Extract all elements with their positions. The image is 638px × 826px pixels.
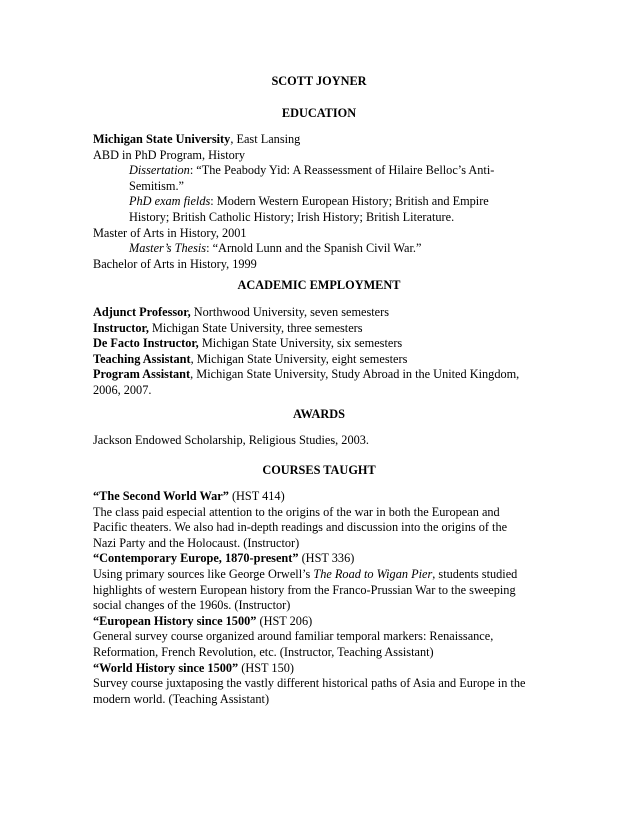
course-desc-line: social changes of the 1960s. (Instructor): [93, 598, 291, 613]
thesis-line: Master’s Thesis: “Arnold Lunn and the Spanish Civil War.”: [129, 241, 422, 256]
education-phd: ABD in PhD Program, History: [93, 147, 246, 162]
course-desc-line: Survey course juxtaposing the vastly different historical paths of Asia and Europe in the: [93, 676, 526, 691]
resume-name: SCOTT JOYNER: [271, 74, 367, 88]
education-school: Michigan State University, East Lansing: [93, 132, 301, 146]
awards-section: [93, 433, 553, 449]
employment-item: De Facto Instructor, Michigan State University, six semesters: [93, 336, 403, 351]
education-ma: Master of Arts in History, 2001: [93, 225, 247, 240]
education-ba: Bachelor of Arts in History, 1999: [93, 256, 257, 271]
education-section: [93, 132, 553, 272]
course-title: “World History since 1500” (HST 150): [93, 660, 294, 675]
exam-fields-line-2: History; British Catholic History; Irish History; British Literature.: [129, 209, 455, 224]
course-desc-line: modern world. (Teaching Assistant): [93, 691, 270, 706]
awards-heading: AWARDS: [293, 407, 345, 421]
course-desc-line: Reformation, French Revolution, etc. (Instructor, Teaching Assistant): [93, 644, 434, 659]
course-desc-line: Using primary sources like George Orwell’s The Road to Wigan Pier, students studied: [93, 566, 518, 581]
course-title: “Contemporary Europe, 1870-present” (HST 336): [93, 551, 355, 566]
exam-fields-line: PhD exam fields: Modern Western European History; British and Empire: [129, 194, 489, 209]
employment-heading: ACADEMIC EMPLOYMENT: [237, 278, 401, 292]
dissertation-line: Dissertation: “The Peabody Yid: A Reassessment of Hilaire Belloc’s Anti-: [129, 163, 495, 178]
course-desc-line: General survey course organized around familiar temporal markers: Renaissance,: [93, 629, 494, 644]
employment-item: Adjunct Professor, Northwood University, seven semesters: [93, 305, 390, 319]
employment-item: Teaching Assistant, Michigan State University, eight semesters: [93, 351, 408, 366]
employment-item: Program Assistant, Michigan State University, Study Abroad in the United Kingdom,: [93, 367, 520, 382]
course-desc-line: highlights of western European history from the Franco-Prussian War to the sweeping: [93, 582, 516, 597]
course-desc-line: Nazi Party and the Holocaust. (Instructor): [93, 535, 300, 550]
employment-item: Instructor, Michigan State University, three semesters: [93, 320, 363, 335]
employment-section: [93, 305, 553, 399]
employment-item-cont: 2006, 2007.: [93, 382, 152, 397]
education-heading: EDUCATION: [281, 106, 357, 120]
courses-heading: COURSES TAUGHT: [262, 463, 376, 477]
dissertation-line-2: Semitism.”: [129, 178, 184, 193]
award-item: Jackson Endowed Scholarship, Religious Studies, 2003.: [93, 433, 369, 447]
courses-section: [93, 489, 553, 707]
book-title: The Road to Wigan Pier: [313, 566, 433, 581]
course-title: “The Second World War” (HST 414): [93, 489, 285, 503]
course-title: “European History since 1500” (HST 206): [93, 613, 313, 628]
course-desc-line: Pacific theaters. We also had in-depth readings and discussion into the origins of the: [93, 520, 508, 535]
course-desc-line: The class paid especial attention to the origins of the war in both the European and: [93, 504, 500, 519]
